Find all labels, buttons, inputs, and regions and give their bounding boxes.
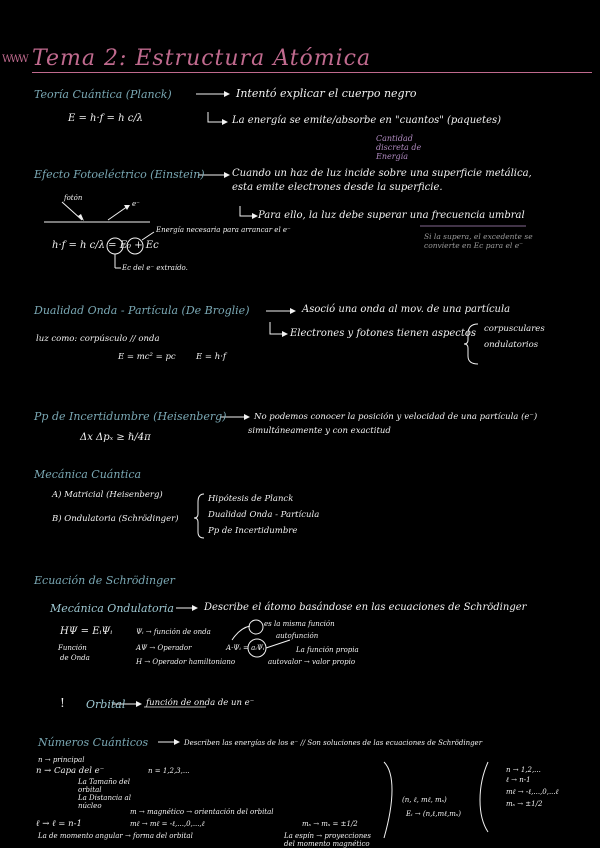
n-label: n → principal <box>38 756 85 764</box>
mecanica-b: B) Ondulatoria (Schrödinger) <box>52 514 179 524</box>
debroglie-formula2: E = h·f <box>196 352 227 362</box>
energy-state: Eᵢ → (n,ℓ,mℓ,mₛ) <box>406 810 461 818</box>
electron-label: e⁻ <box>132 200 140 208</box>
aspect-wave: ondulatorios <box>484 340 539 350</box>
mecanica-item-3: Pp de Incertidumbre <box>208 526 298 536</box>
summary-n: n → 1,2,... <box>506 766 541 774</box>
heisenberg-formula: Δx Δpₓ ≥ ℏ/4π <box>80 432 151 443</box>
debroglie-heading: Dualidad Onda - Partícula (De Broglie) <box>34 304 250 317</box>
quantum-set: (n, ℓ, mℓ, mₛ) <box>402 796 447 804</box>
ec-note: Ec del e⁻ extraído. <box>122 264 188 272</box>
planck-heading: Teoría Cuántica (Planck) <box>34 88 172 101</box>
debroglie-text2: Electrones y fotones tienen aspectos <box>290 328 477 339</box>
planck-formula: E = h·f = h c/λ <box>68 113 144 124</box>
operator: AΨ → Operador <box>136 644 192 652</box>
eq-label-wave: de Onda <box>60 654 90 662</box>
m-label: m → magnético → orientación del orbital <box>130 808 274 816</box>
eq-label-function: Función <box>58 644 87 652</box>
numeros-result: Describen las energías de los e⁻ // Son soluciones de las ecuaciones de Schrödinger <box>184 739 483 747</box>
heisenberg-text2: simultáneamente y con exactitud <box>248 426 391 436</box>
debroglie-formula1: E = mc² = pc <box>118 352 176 362</box>
l-description: ℓ → ℓ = n-1 <box>36 819 82 829</box>
s-description: mₛ → mₛ = ±1/2 <box>302 820 358 828</box>
header-mark: WWW <box>2 54 27 65</box>
planck-result2: La energía se emite/absorbe en "cuantos" (paquetes) <box>232 115 502 126</box>
summary-ms: mₛ → ±1/2 <box>506 800 543 808</box>
l-sub: La de momento angular → forma del orbital <box>38 832 193 840</box>
einstein-text2: esta emite electrones desde la superficie. <box>232 182 443 193</box>
mecanica-item-2: Dualidad Onda - Partícula <box>208 510 320 520</box>
title-underline <box>32 72 592 73</box>
bullet-icon: ! <box>60 696 65 710</box>
einstein-text3: Para ello, la luz debe superar una frecuencia umbral <box>258 210 525 221</box>
eigenfunction: autofunción <box>276 632 319 640</box>
own-function: La función propia <box>296 646 359 654</box>
e0-note: Energía necesaria para arrancar el e⁻ <box>156 226 291 234</box>
mecanica-heading: Mecánica Cuántica <box>34 468 142 481</box>
einstein-text1: Cuando un haz de luz incide sobre una superficie metálica, <box>232 168 532 179</box>
numeros-heading: Números Cuánticos <box>38 736 149 749</box>
schrodinger-sub-result: Describe el átomo basándose en las ecuaciones de Schrödinger <box>204 602 527 613</box>
debroglie-text1: Asoció una onda al mov. de una partícula <box>302 304 511 315</box>
light-line: luz como: corpúsculo // onda <box>36 334 160 344</box>
schrodinger-equation: HΨ = EᵢΨᵢ <box>60 626 113 637</box>
summary-l: ℓ → n-1 <box>506 776 531 784</box>
page-title: Tema 2: Estructura Atómica <box>32 46 372 71</box>
eigen-equation: A·Ψᵢ = aᵢΨᵢ <box>226 644 265 652</box>
summary-ml: mℓ → -ℓ,...,0,...ℓ <box>506 788 559 796</box>
heisenberg-heading: Pp de Incertidumbre (Heisenberg) <box>34 410 227 423</box>
n-sub-distance: La Distancia al núcleo <box>78 794 131 810</box>
mecanica-item-1: Hipótesis de Planck <box>208 494 294 504</box>
einstein-heading: Efecto Fotoeléctrico (Einstein) <box>34 168 205 181</box>
n-sub-size: La Tamaño del orbital <box>78 778 130 794</box>
schrodinger-sub: Mecánica Ondulatoria <box>50 602 174 615</box>
hamiltonian: H → Operador hamiltoniano <box>136 658 236 666</box>
eigenvalue: autovalor → valor propio <box>268 658 356 666</box>
aspect-corpuscular: corpusculares <box>484 324 545 334</box>
n-description: n → Capa del e⁻ <box>36 766 105 776</box>
einstein-formula: h·f = h c/λ = E₀ + Ec <box>52 240 159 251</box>
same-function: es la misma función <box>264 620 335 628</box>
heisenberg-text1: No podemos conocer la posición y velocidad de una partícula (e⁻) <box>254 412 538 422</box>
s-sub: La espín → proyecciones del momento magnético <box>284 832 372 848</box>
photon-label: fotón <box>64 194 83 202</box>
mecanica-a: A) Matricial (Heisenberg) <box>52 490 163 500</box>
planck-result1: Intentó explicar el cuerpo negro <box>236 87 417 100</box>
psi-definition: Ψᵢ → función de onda <box>136 628 211 636</box>
einstein-side-note: Si la supera, el excedente se convierte en Ec para el e⁻ <box>424 232 533 250</box>
n-values: n = 1,2,3,... <box>148 767 190 775</box>
m-description: mℓ → mℓ = -ℓ,...,0,...,ℓ <box>130 820 205 828</box>
planck-note: Cantidad discreta de Energía <box>376 134 422 161</box>
orbital-label: Orbital <box>86 698 126 711</box>
orbital-definition: función de onda de un e⁻ <box>146 698 255 708</box>
schrodinger-heading: Ecuación de Schrödinger <box>34 574 175 587</box>
